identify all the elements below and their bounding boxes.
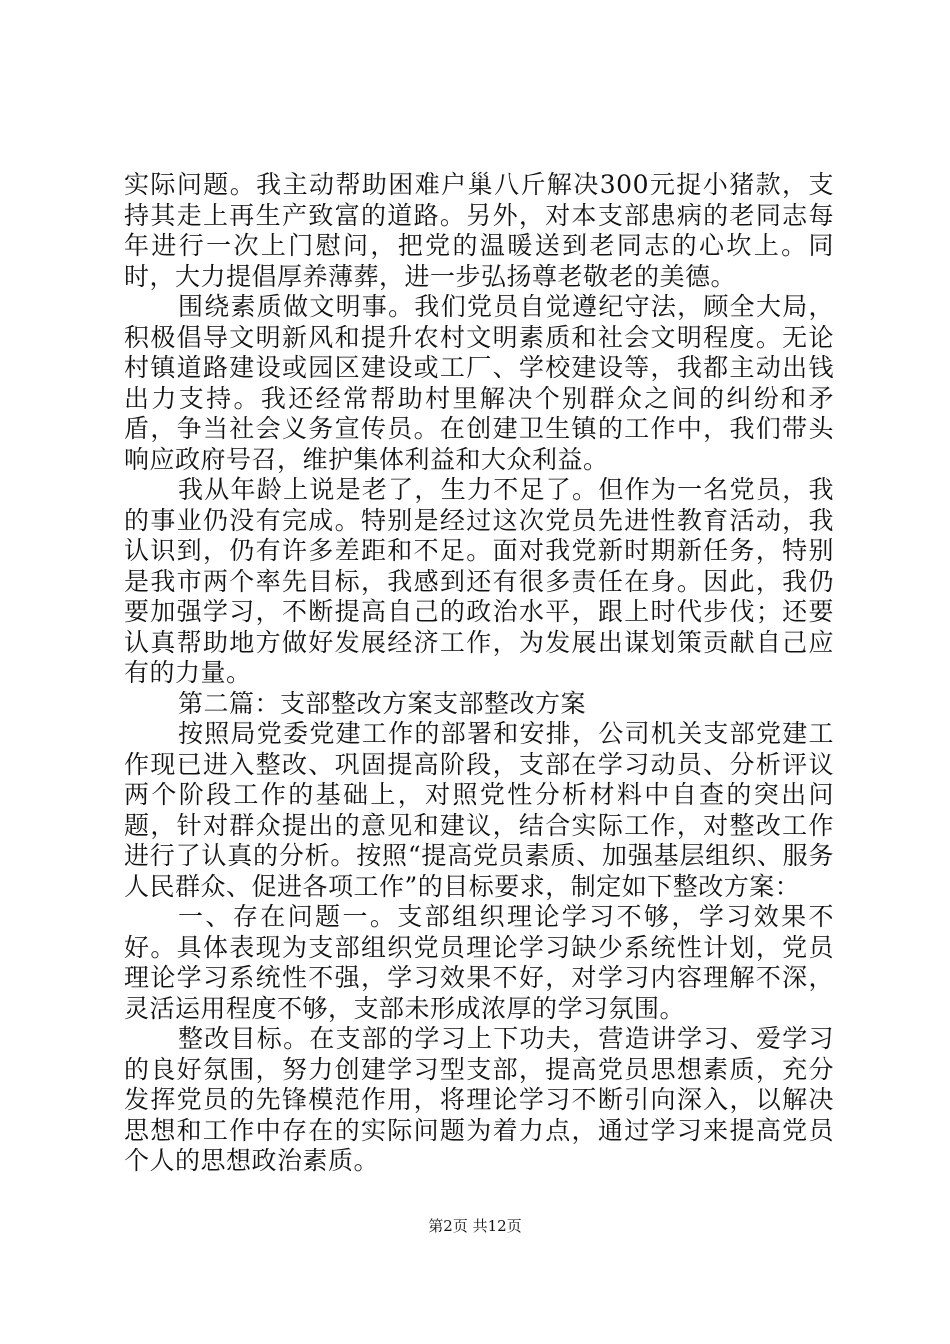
paragraph-continuation: 实际问题。我主动帮助困难户巢八斤解决300元捉小猪款，支持其走上再生产致富的道路。另外，对本支部患病的老同志每年进行一次上门慰问，把党的温暖送到老同志的心坎上。同时，大力提倡厚养薄葬，进一步弘扬尊老敬老的美德。	[124, 170, 834, 291]
paragraph-age-reflection: 我从年龄上说是老了，生力不足了。但作为一名党员，我的事业仍没有完成。特别是经过这次党员先进性教育活动，我认识到，仍有许多差距和不足。面对我党新时期新任务，特别是我市两个率先目标，我感到还有很多责任在身。因此，我仍要加强学习，不断提高自己的政治水平，跟上时代步伐；还要认真帮助地方做好发展经济工作，为发展出谋划策贡献自己应有的力量。	[124, 475, 834, 687]
document-body	[124, 170, 834, 1177]
page-footer: 第2页 共12页	[428, 1217, 522, 1235]
section-heading: 第二篇：支部整改方案支部整改方案	[178, 688, 587, 718]
paragraph-civilization: 围绕素质做文明事。我们党员自觉遵纪守法，顾全大局，积极倡导文明新风和提升农村文明素质和社会文明程度。无论村镇道路建设或园区建设或工厂、学校建设等，我都主动出钱出力支持。我还经常帮助村里解决个别群众之间的纠纷和矛盾，争当社会义务宣传员。在创建卫生镇的工作中，我们带头响应政府号召，维护集体利益和大众利益。	[124, 292, 834, 474]
paragraph-intro: 按照局党委党建工作的部署和安排，公司机关支部党建工作现已进入整改、巩固提高阶段，支部在学习动员、分析评议两个阶段工作的基础上，对照党性分析材料中自查的突出问题，针对群众提出的意见和建议，结合实际工作，对整改工作进行了认真的分析。按照“提高党员素质、加强基层组织、服务人民群众、促进各项工作”的目标要求，制定如下整改方案：	[124, 719, 834, 901]
paragraph-rectification-goal: 整改目标。在支部的学习上下功夫，营造讲学习、爱学习的良好氛围，努力创建学习型支部，提高党员思想素质，充分发挥党员的先锋模范作用，将理论学习不断引向深入，以解决思想和工作中存在的实际问题为着力点，通过学习来提高党员个人的思想政治素质。	[124, 1024, 834, 1175]
paragraph-problem-one: 一、存在问题一。支部组织理论学习不够，学习效果不好。具体表现为支部组织党员理论学习缺少系统性计划，党员理论学习系统性不强，学习效果不好，对学习内容理解不深，灵活运用程度不够，支部未形成浓厚的学习氛围。	[124, 902, 834, 1023]
